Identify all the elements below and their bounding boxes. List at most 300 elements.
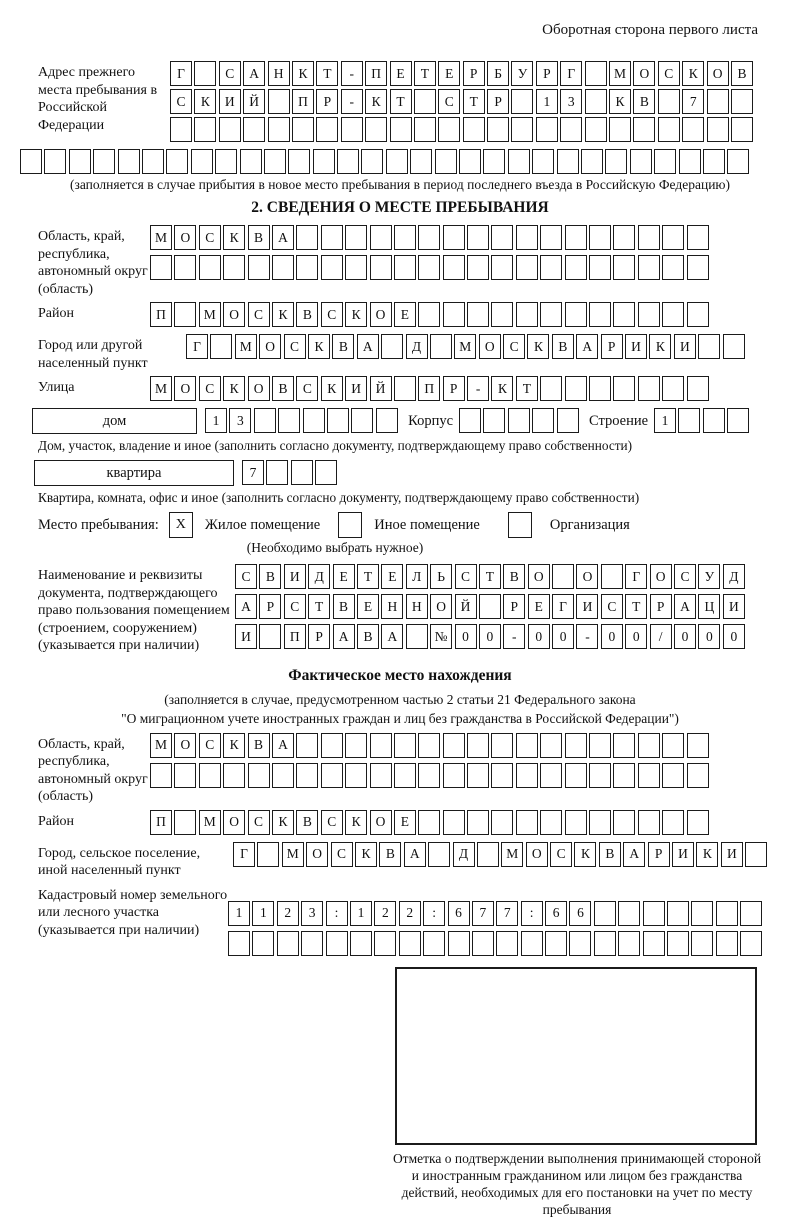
char-cell[interactable]: К [321, 376, 343, 401]
char-cell[interactable]: С [170, 89, 192, 114]
char-cell[interactable] [150, 763, 172, 788]
char-cell[interactable]: М [199, 810, 221, 835]
char-cell[interactable] [585, 89, 607, 114]
char-cell[interactable] [618, 931, 640, 956]
char-cell[interactable] [44, 149, 66, 174]
char-cell[interactable] [565, 733, 587, 758]
char-cell[interactable] [301, 931, 323, 956]
char-cell[interactable] [638, 763, 660, 788]
char-cell[interactable]: 0 [625, 624, 647, 649]
char-cell[interactable]: Т [516, 376, 538, 401]
char-cell[interactable] [662, 763, 684, 788]
char-cell[interactable]: 7 [682, 89, 704, 114]
char-cell[interactable]: Е [390, 61, 412, 86]
char-cell[interactable] [414, 89, 436, 114]
char-cell[interactable] [682, 117, 704, 142]
char-cell[interactable] [594, 931, 616, 956]
char-cell[interactable] [540, 763, 562, 788]
char-cell[interactable] [277, 931, 299, 956]
char-cell[interactable]: 6 [448, 901, 470, 926]
char-cell[interactable]: С [550, 842, 572, 867]
char-cell[interactable] [667, 931, 689, 956]
char-cell[interactable] [707, 117, 729, 142]
char-cell[interactable] [654, 149, 676, 174]
char-cell[interactable]: Г [560, 61, 582, 86]
char-cell[interactable] [511, 117, 533, 142]
char-cell[interactable]: К [345, 302, 367, 327]
char-cell[interactable] [361, 149, 383, 174]
char-cell[interactable] [321, 225, 343, 250]
char-cell[interactable]: Р [463, 61, 485, 86]
char-cell[interactable] [511, 89, 533, 114]
char-cell[interactable] [228, 931, 250, 956]
char-cell[interactable] [540, 810, 562, 835]
char-cell[interactable] [327, 408, 349, 433]
char-cell[interactable]: 0 [723, 624, 745, 649]
char-cell[interactable] [443, 302, 465, 327]
char-cell[interactable] [406, 624, 428, 649]
char-cell[interactable]: М [150, 733, 172, 758]
char-cell[interactable]: В [633, 89, 655, 114]
char-cell[interactable]: О [430, 594, 452, 619]
char-cell[interactable] [240, 149, 262, 174]
char-cell[interactable] [191, 149, 213, 174]
char-cell[interactable]: С [658, 61, 680, 86]
char-cell[interactable] [350, 931, 372, 956]
char-cell[interactable] [707, 89, 729, 114]
char-cell[interactable]: К [223, 733, 245, 758]
char-cell[interactable]: 3 [560, 89, 582, 114]
char-cell[interactable] [540, 376, 562, 401]
char-cell[interactable] [662, 225, 684, 250]
char-cell[interactable] [691, 931, 713, 956]
char-cell[interactable]: Е [394, 302, 416, 327]
char-cell[interactable] [118, 149, 140, 174]
char-cell[interactable] [678, 408, 700, 433]
char-cell[interactable]: М [282, 842, 304, 867]
char-cell[interactable] [443, 763, 465, 788]
char-cell[interactable] [418, 255, 440, 280]
char-cell[interactable]: К [223, 225, 245, 250]
char-cell[interactable]: С [199, 225, 221, 250]
char-cell[interactable]: С [219, 61, 241, 86]
char-cell[interactable]: К [355, 842, 377, 867]
char-cell[interactable] [727, 149, 749, 174]
char-cell[interactable]: У [511, 61, 533, 86]
char-cell[interactable] [589, 810, 611, 835]
char-cell[interactable] [467, 225, 489, 250]
char-cell[interactable] [662, 733, 684, 758]
char-cell[interactable] [345, 763, 367, 788]
char-cell[interactable]: М [199, 302, 221, 327]
char-cell[interactable] [467, 810, 489, 835]
char-cell[interactable] [483, 149, 505, 174]
char-cell[interactable]: Й [243, 89, 265, 114]
char-cell[interactable]: У [698, 564, 720, 589]
char-cell[interactable]: К [194, 89, 216, 114]
char-cell[interactable] [459, 149, 481, 174]
char-cell[interactable] [585, 61, 607, 86]
char-cell[interactable]: К [574, 842, 596, 867]
char-cell[interactable]: С [248, 810, 270, 835]
char-cell[interactable]: П [284, 624, 306, 649]
char-cell[interactable]: Г [186, 334, 208, 359]
char-cell[interactable]: М [454, 334, 476, 359]
char-cell[interactable] [448, 931, 470, 956]
char-cell[interactable]: 7 [242, 460, 264, 485]
char-cell[interactable]: К [682, 61, 704, 86]
char-cell[interactable]: О [576, 564, 598, 589]
char-cell[interactable] [370, 255, 392, 280]
char-cell[interactable]: В [259, 564, 281, 589]
char-cell[interactable]: 1 [536, 89, 558, 114]
char-cell[interactable]: № [430, 624, 452, 649]
char-cell[interactable] [394, 225, 416, 250]
char-cell[interactable]: И [674, 334, 696, 359]
char-cell[interactable]: П [150, 302, 172, 327]
char-cell[interactable] [687, 733, 709, 758]
char-cell[interactable] [264, 149, 286, 174]
char-cell[interactable]: О [479, 334, 501, 359]
char-cell[interactable]: Р [308, 624, 330, 649]
char-cell[interactable] [731, 117, 753, 142]
char-cell[interactable]: М [501, 842, 523, 867]
char-cell[interactable] [613, 302, 635, 327]
char-cell[interactable] [351, 408, 373, 433]
char-cell[interactable] [20, 149, 42, 174]
char-cell[interactable] [370, 225, 392, 250]
char-cell[interactable]: О [259, 334, 281, 359]
char-cell[interactable]: К [609, 89, 631, 114]
char-cell[interactable] [532, 149, 554, 174]
char-cell[interactable] [662, 302, 684, 327]
char-cell[interactable]: С [601, 594, 623, 619]
char-cell[interactable] [638, 810, 660, 835]
char-cell[interactable]: М [150, 376, 172, 401]
char-cell[interactable] [557, 149, 579, 174]
char-cell[interactable] [370, 733, 392, 758]
char-cell[interactable]: О [248, 376, 270, 401]
char-cell[interactable]: 7 [496, 901, 518, 926]
char-cell[interactable] [716, 901, 738, 926]
char-cell[interactable] [174, 302, 196, 327]
char-cell[interactable]: С [438, 89, 460, 114]
char-cell[interactable] [268, 89, 290, 114]
char-cell[interactable]: В [272, 376, 294, 401]
char-cell[interactable] [219, 117, 241, 142]
char-cell[interactable] [414, 117, 436, 142]
char-cell[interactable]: 3 [229, 408, 251, 433]
char-cell[interactable] [679, 149, 701, 174]
char-cell[interactable]: И [721, 842, 743, 867]
char-cell[interactable]: В [503, 564, 525, 589]
char-cell[interactable]: 7 [472, 901, 494, 926]
char-cell[interactable]: В [296, 302, 318, 327]
char-cell[interactable]: Т [357, 564, 379, 589]
char-cell[interactable]: 1 [654, 408, 676, 433]
char-cell[interactable]: К [272, 302, 294, 327]
char-cell[interactable] [291, 460, 313, 485]
char-cell[interactable] [410, 149, 432, 174]
char-cell[interactable] [643, 901, 665, 926]
char-cell[interactable] [687, 302, 709, 327]
char-cell[interactable]: К [292, 61, 314, 86]
char-cell[interactable] [345, 225, 367, 250]
char-cell[interactable] [296, 255, 318, 280]
char-cell[interactable] [69, 149, 91, 174]
char-cell[interactable] [443, 733, 465, 758]
char-cell[interactable]: П [418, 376, 440, 401]
char-cell[interactable]: 0 [552, 624, 574, 649]
char-cell[interactable]: Р [503, 594, 525, 619]
char-cell[interactable] [508, 408, 530, 433]
char-cell[interactable]: О [650, 564, 672, 589]
char-cell[interactable] [585, 117, 607, 142]
char-cell[interactable] [491, 763, 513, 788]
char-cell[interactable]: : [326, 901, 348, 926]
char-cell[interactable] [394, 255, 416, 280]
char-cell[interactable] [491, 255, 513, 280]
char-cell[interactable]: Г [625, 564, 647, 589]
char-cell[interactable]: В [357, 624, 379, 649]
char-cell[interactable]: И [345, 376, 367, 401]
char-cell[interactable] [698, 334, 720, 359]
char-cell[interactable]: Т [390, 89, 412, 114]
char-cell[interactable] [418, 302, 440, 327]
char-cell[interactable]: С [199, 376, 221, 401]
char-cell[interactable] [423, 931, 445, 956]
char-cell[interactable]: Д [406, 334, 428, 359]
char-cell[interactable] [463, 117, 485, 142]
char-cell[interactable]: 1 [205, 408, 227, 433]
char-cell[interactable] [589, 763, 611, 788]
char-cell[interactable]: Й [370, 376, 392, 401]
char-cell[interactable]: Г [233, 842, 255, 867]
char-cell[interactable] [487, 117, 509, 142]
char-cell[interactable]: О [370, 302, 392, 327]
char-cell[interactable] [731, 89, 753, 114]
char-cell[interactable]: 1 [350, 901, 372, 926]
char-cell[interactable]: В [333, 594, 355, 619]
char-cell[interactable]: М [235, 334, 257, 359]
char-cell[interactable] [662, 810, 684, 835]
char-cell[interactable]: Е [333, 564, 355, 589]
char-cell[interactable]: И [284, 564, 306, 589]
char-cell[interactable] [740, 901, 762, 926]
char-cell[interactable]: 0 [528, 624, 550, 649]
char-cell[interactable] [268, 117, 290, 142]
char-cell[interactable]: 0 [479, 624, 501, 649]
char-cell[interactable]: И [672, 842, 694, 867]
char-cell[interactable]: / [650, 624, 672, 649]
char-cell[interactable]: С [331, 842, 353, 867]
char-cell[interactable] [557, 408, 579, 433]
char-cell[interactable]: О [174, 733, 196, 758]
char-cell[interactable] [491, 225, 513, 250]
char-cell[interactable]: Е [357, 594, 379, 619]
char-cell[interactable] [516, 255, 538, 280]
char-cell[interactable]: Б [487, 61, 509, 86]
char-cell[interactable] [303, 408, 325, 433]
char-cell[interactable]: 3 [301, 901, 323, 926]
char-cell[interactable]: А [381, 624, 403, 649]
char-cell[interactable]: Т [625, 594, 647, 619]
char-cell[interactable]: А [235, 594, 257, 619]
char-cell[interactable]: А [272, 225, 294, 250]
char-cell[interactable]: Е [381, 564, 403, 589]
char-cell[interactable]: И [219, 89, 241, 114]
char-cell[interactable]: А [333, 624, 355, 649]
char-cell[interactable] [365, 117, 387, 142]
char-cell[interactable]: О [223, 302, 245, 327]
char-cell[interactable]: К [365, 89, 387, 114]
char-cell[interactable] [313, 149, 335, 174]
char-cell[interactable]: С [284, 594, 306, 619]
char-cell[interactable]: К [308, 334, 330, 359]
char-cell[interactable] [315, 460, 337, 485]
char-cell[interactable]: В [248, 225, 270, 250]
char-cell[interactable]: Р [443, 376, 465, 401]
char-cell[interactable]: Е [438, 61, 460, 86]
char-cell[interactable] [638, 225, 660, 250]
char-cell[interactable] [248, 255, 270, 280]
char-cell[interactable]: П [365, 61, 387, 86]
char-cell[interactable]: 1 [228, 901, 250, 926]
char-cell[interactable]: Ц [698, 594, 720, 619]
char-cell[interactable] [687, 376, 709, 401]
char-cell[interactable] [278, 408, 300, 433]
char-cell[interactable] [687, 763, 709, 788]
char-cell[interactable]: 6 [545, 901, 567, 926]
char-cell[interactable]: Н [381, 594, 403, 619]
char-cell[interactable] [662, 255, 684, 280]
char-cell[interactable] [272, 763, 294, 788]
char-cell[interactable]: Д [453, 842, 475, 867]
char-cell[interactable] [194, 117, 216, 142]
char-cell[interactable] [687, 255, 709, 280]
char-cell[interactable]: 0 [455, 624, 477, 649]
char-cell[interactable] [288, 149, 310, 174]
char-cell[interactable]: : [423, 901, 445, 926]
char-cell[interactable] [438, 117, 460, 142]
char-cell[interactable]: 0 [674, 624, 696, 649]
char-cell[interactable] [428, 842, 450, 867]
char-cell[interactable] [243, 117, 265, 142]
char-cell[interactable] [630, 149, 652, 174]
char-cell[interactable] [589, 376, 611, 401]
char-cell[interactable] [337, 149, 359, 174]
char-cell[interactable]: К [491, 376, 513, 401]
char-cell[interactable]: Т [463, 89, 485, 114]
char-cell[interactable] [613, 763, 635, 788]
char-cell[interactable]: Л [406, 564, 428, 589]
char-cell[interactable] [565, 225, 587, 250]
char-cell[interactable] [266, 460, 288, 485]
char-cell[interactable]: О [528, 564, 550, 589]
char-cell[interactable]: А [674, 594, 696, 619]
char-cell[interactable] [199, 763, 221, 788]
char-cell[interactable] [443, 255, 465, 280]
char-cell[interactable] [142, 149, 164, 174]
char-cell[interactable] [536, 117, 558, 142]
char-cell[interactable] [483, 408, 505, 433]
char-cell[interactable] [443, 225, 465, 250]
char-cell[interactable] [540, 255, 562, 280]
char-cell[interactable] [491, 733, 513, 758]
char-cell[interactable] [467, 763, 489, 788]
char-cell[interactable]: Д [723, 564, 745, 589]
char-cell[interactable]: 1 [252, 901, 274, 926]
char-cell[interactable]: - [341, 89, 363, 114]
char-cell[interactable] [613, 255, 635, 280]
char-cell[interactable]: С [248, 302, 270, 327]
char-cell[interactable] [565, 255, 587, 280]
char-cell[interactable] [613, 810, 635, 835]
char-cell[interactable] [93, 149, 115, 174]
char-cell[interactable] [496, 931, 518, 956]
char-cell[interactable]: К [223, 376, 245, 401]
char-cell[interactable] [545, 931, 567, 956]
char-cell[interactable] [443, 810, 465, 835]
char-cell[interactable] [516, 733, 538, 758]
char-cell[interactable]: Й [455, 594, 477, 619]
char-cell[interactable]: - [576, 624, 598, 649]
char-cell[interactable] [215, 149, 237, 174]
char-cell[interactable] [589, 302, 611, 327]
char-cell[interactable]: В [296, 810, 318, 835]
char-cell[interactable]: С [321, 302, 343, 327]
char-cell[interactable]: О [633, 61, 655, 86]
char-cell[interactable]: И [235, 624, 257, 649]
char-cell[interactable] [174, 255, 196, 280]
char-cell[interactable]: С [284, 334, 306, 359]
char-cell[interactable] [581, 149, 603, 174]
char-cell[interactable] [703, 149, 725, 174]
char-cell[interactable]: Д [308, 564, 330, 589]
char-cell[interactable] [727, 408, 749, 433]
char-cell[interactable] [435, 149, 457, 174]
char-cell[interactable] [272, 255, 294, 280]
char-cell[interactable] [394, 733, 416, 758]
char-cell[interactable] [370, 763, 392, 788]
char-cell[interactable]: А [576, 334, 598, 359]
char-cell[interactable] [594, 901, 616, 926]
char-cell[interactable] [532, 408, 554, 433]
char-cell[interactable] [430, 334, 452, 359]
char-cell[interactable] [321, 733, 343, 758]
char-cell[interactable] [638, 733, 660, 758]
char-cell[interactable] [479, 594, 501, 619]
char-cell[interactable] [345, 255, 367, 280]
char-cell[interactable] [477, 842, 499, 867]
char-cell[interactable] [467, 302, 489, 327]
char-cell[interactable]: С [235, 564, 257, 589]
char-cell[interactable] [638, 255, 660, 280]
char-cell[interactable]: 2 [277, 901, 299, 926]
char-cell[interactable]: С [503, 334, 525, 359]
char-cell[interactable] [292, 117, 314, 142]
char-cell[interactable] [508, 149, 530, 174]
checkbox-residential[interactable]: X [169, 512, 193, 538]
char-cell[interactable]: В [332, 334, 354, 359]
char-cell[interactable] [560, 117, 582, 142]
char-cell[interactable] [609, 117, 631, 142]
char-cell[interactable]: С [199, 733, 221, 758]
char-cell[interactable]: О [174, 376, 196, 401]
char-cell[interactable] [618, 901, 640, 926]
char-cell[interactable] [386, 149, 408, 174]
char-cell[interactable] [565, 810, 587, 835]
